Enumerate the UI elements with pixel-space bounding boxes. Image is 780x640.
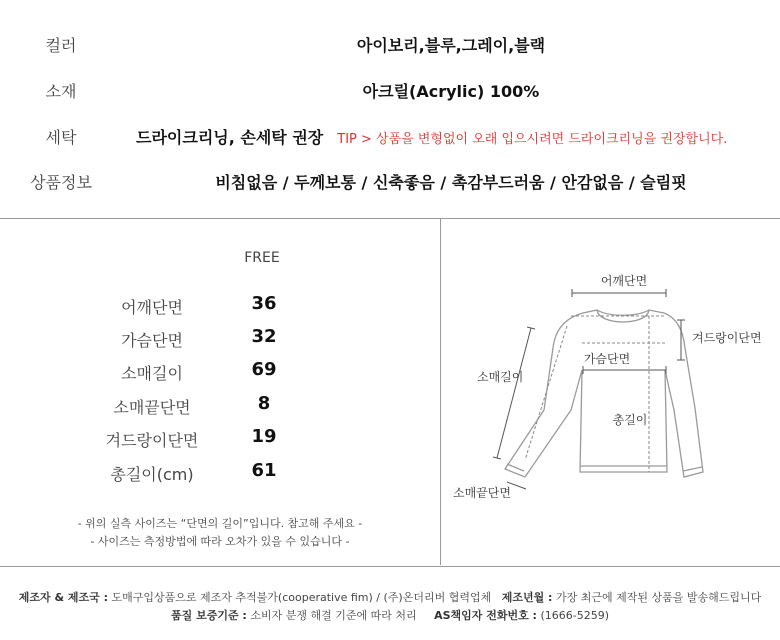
label-cuff: 소매끝단면: [453, 486, 511, 500]
measure-arrows: [493, 289, 685, 489]
footer-as-label: AS책임자 전화번호 :: [434, 609, 537, 622]
size-row: [0, 326, 440, 352]
size-row-label: 소매끝단면: [113, 398, 191, 417]
footer-date-label: 제조년월 :: [501, 591, 553, 604]
garment-diagram: [441, 220, 780, 565]
label-sleeve: 소매길이: [477, 370, 524, 384]
footer-maker-value: 도매구입상품으로 제조자 추적불가(cooperative fim) / (주)온더리버 협력업체: [111, 591, 492, 604]
label-shoulder: 어깨단면: [600, 274, 648, 288]
info-row-details: [0, 165, 780, 195]
size-row-value: 61: [251, 460, 277, 481]
info-value-details: 비침없음 / 두께보통 / 신축좋음 / 촉감부드러움 / 안감없음 / 슬림핏: [215, 173, 687, 192]
footer-warranty-value: 소비자 분쟁 해결 기준에 따라 처리: [250, 609, 417, 622]
label-length: 총길이: [612, 413, 648, 427]
label-armpit: 겨드랑이단면: [692, 331, 762, 345]
info-value-wash: [136, 125, 727, 148]
info-row-wash: [0, 120, 780, 150]
info-row-material: [0, 74, 780, 104]
size-header-free: FREE: [244, 250, 280, 266]
info-value-color: 아이보리,블루,그레이,블랙: [356, 36, 546, 55]
size-row-value: 19: [251, 426, 277, 447]
wash-instruction: 드라이크리닝, 손세탁 권장: [136, 128, 324, 147]
info-value-material: 아크릴(Acrylic) 100%: [362, 82, 540, 101]
size-row-value: 36: [251, 293, 277, 314]
size-row: [0, 393, 440, 419]
size-row: [0, 359, 440, 385]
sweater-outline-icon: [505, 310, 703, 477]
info-label-wash: 세탁: [45, 128, 77, 147]
info-row-color: [0, 28, 780, 58]
size-row-label: 가슴단면: [121, 331, 183, 350]
footer-date-value: 가장 최근에 제작된 상품을 발송해드립니다: [555, 591, 762, 604]
size-row: [0, 426, 440, 452]
measure-guides: [525, 316, 666, 472]
size-row-value: 32: [251, 326, 277, 347]
divider-bottom: [0, 566, 780, 567]
label-chest: 가슴단면: [583, 352, 631, 366]
info-label-color: 컬러: [45, 36, 77, 55]
size-note-2: - 사이즈는 측정방법에 따라 오차가 있을 수 있습니다 -: [90, 535, 350, 548]
footer-as-value: (1666-5259): [540, 609, 609, 622]
footer-line-2: [0, 607, 780, 623]
size-row-value: 8: [257, 393, 271, 414]
info-label-material: 소재: [45, 82, 77, 101]
size-row-label: 총길이(cm): [110, 465, 194, 484]
divider-top: [0, 218, 780, 219]
size-row-label: 겨드랑이단면: [105, 431, 199, 450]
footer-warranty-label: 품질 보증기준 :: [171, 609, 247, 622]
wash-tip: TIP > 상품을 변형없이 오래 입으시려면 드라이크리닝을 권장합니다.: [337, 132, 728, 147]
size-row-label: 어깨단면: [121, 298, 183, 317]
size-row-label: 소매길이: [121, 364, 183, 383]
size-note-1: - 위의 실측 사이즈는 “단면의 길이”입니다. 참고해 주세요 -: [77, 517, 363, 530]
footer-maker-label: 제조자 & 제조국 :: [18, 591, 109, 604]
size-row: [0, 460, 440, 486]
footer-line-1: [0, 589, 780, 605]
size-row-value: 69: [251, 359, 277, 380]
info-label-details: 상품정보: [30, 173, 92, 192]
size-row: [0, 293, 440, 319]
